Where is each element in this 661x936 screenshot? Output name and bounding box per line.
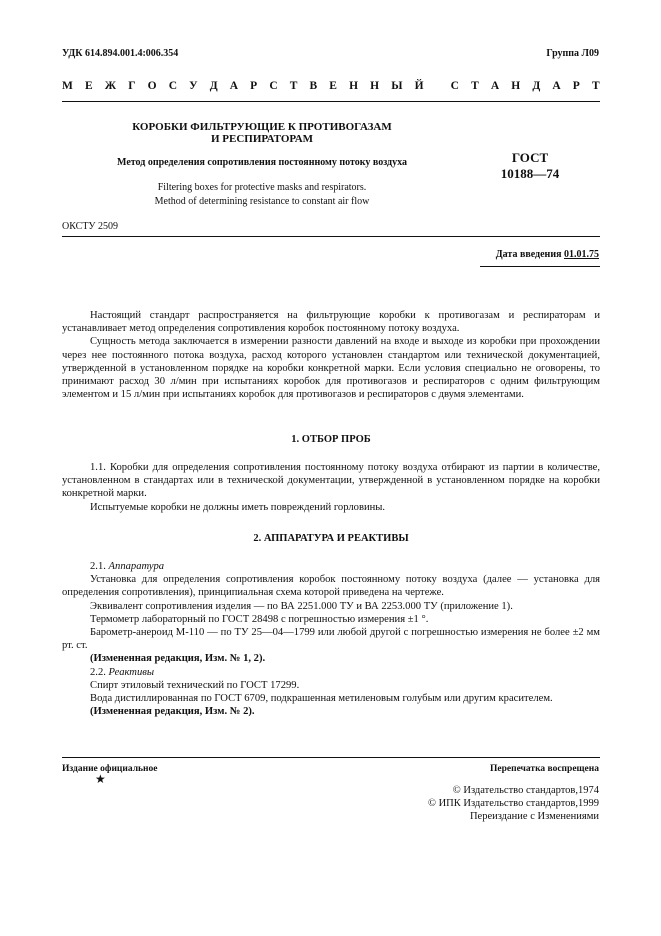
banner-letter: Т — [289, 80, 298, 92]
section-2-paragraph-1: Установка для определения сопротивления коробок постоянному потоку воздуха (далее — установка для определения сопротивления), принципиальная схема которой приведена на чертеже. — [62, 574, 600, 599]
intro-paragraph-2: Сущность метода заключается в измерении разности давлений на входе и выходе из коробки при прохождении через нее постоянного потока воздуха, расход которого установлен стандартом или технической документацией, утвержденной в установленном порядке на коробки конкретной марки. Если условия специально не оговорены, то принимают расход 30 л/мин при испытаниях коробок для противогазов и респираторов с одним фильтрующим элементом и 15 л/мин при испытаниях коробок для противогазов и респираторов с двумя элементами. — [62, 336, 600, 401]
standard-type-banner — [62, 80, 600, 92]
english-title — [62, 181, 462, 209]
gost-designation — [480, 150, 580, 182]
banner-letter: О — [147, 80, 157, 92]
banner-letter: Й — [414, 80, 424, 92]
item-2-2-heading — [62, 666, 600, 679]
intro-date-label: Дата введения — [495, 249, 564, 260]
title-line-2: И РЕСПИРАТОРАМ — [210, 133, 314, 145]
banner-letter: Е — [84, 80, 93, 92]
banner-letter: Г — [128, 80, 136, 92]
section-2-paragraph-6: Вода дистиллированная по ГОСТ 6709, подкрашенная метиленовым голубым или другим красителем. — [90, 693, 553, 705]
date-underline — [480, 266, 600, 267]
section-2-heading: 2. АППАРАТУРА И РЕАКТИВЫ — [253, 533, 409, 544]
official-edition: Издание официальное — [62, 764, 158, 774]
item-2-1-number: 2.1. — [90, 561, 109, 572]
banner-letter: С — [168, 80, 178, 92]
item-2-2-title: Реактивы — [108, 666, 155, 678]
section-1-paragraph-1: 1.1. Коробки для определения сопротивления постоянному потоку воздуха отбирают из партии в количестве, установленном в стандартах или в технической документации, утвержденной в установленном порядке на коробки конкретной марки. — [62, 462, 600, 500]
banner-letter: Н — [370, 80, 380, 92]
banner-letter: В — [309, 80, 318, 92]
banner-letter: М — [62, 80, 73, 92]
okstu-code: ОКСТУ 2509 — [62, 221, 119, 232]
copyright-block — [428, 784, 599, 823]
section-2-text — [62, 560, 600, 718]
banner-letter: А — [552, 80, 561, 92]
banner-letter: Т — [471, 80, 479, 92]
copyright-line-1: © Издательство стандартов,1974 — [452, 785, 599, 796]
section-2-paragraph-4: Барометр-анероид М-110 — по ТУ 25—04—1799 или любой другой с погрешностью измерения не более ±2 мм рт. ст. — [62, 627, 600, 652]
banner-letter: Н — [349, 80, 359, 92]
copyright-line-2: © ИПК Издательство стандартов,1999 — [427, 798, 599, 809]
section-2-paragraph-5: Спирт этиловый технический по ГОСТ 17299. — [90, 679, 300, 691]
banner-letter: Д — [209, 80, 218, 92]
edit-note-1: (Измененная редакция, Изм. № 1, 2). — [90, 653, 266, 665]
banner-letter: А — [490, 80, 500, 92]
banner-letter: У — [189, 80, 198, 92]
intro-paragraph-1: Настоящий стандарт распространяется на фильтрующие коробки к противогазам и респираторам и устанавливает метод определения сопротивления коробок постоянному потоку воздуха. — [62, 310, 600, 335]
footer-rule — [62, 757, 600, 758]
copyright-line-3: Переиздание с Изменениями — [469, 811, 599, 822]
banner-letter: Ж — [104, 80, 117, 92]
banner-letter: Ы — [391, 80, 403, 92]
group-code: Группа Л09 — [546, 48, 599, 59]
intro-text — [62, 309, 600, 401]
edit-note-2: (Измененная редакция, Изм. № 2). — [90, 706, 255, 718]
banner-letter: Д — [532, 80, 541, 92]
section-1-paragraph-2: Испытуемые коробки не должны иметь повреждений горловины. — [90, 501, 386, 513]
section-2-paragraph-3: Термометр лабораторный по ГОСТ 28498 с погрешностью измерения ±1 °. — [90, 613, 429, 625]
banner-letter — [436, 80, 439, 92]
section-2-paragraph-2: Эквивалент сопротивления изделия — по ВА 2251.000 ТУ и ВА 2253.000 ТУ (приложение 1). — [90, 600, 513, 612]
section-1-heading: 1. ОТБОР ПРОБ — [291, 434, 371, 445]
item-2-1-heading — [62, 560, 600, 573]
item-2-1-title: Аппаратура — [108, 561, 165, 572]
section-1-text — [62, 461, 600, 514]
english-title-line-1: Filtering boxes for protective masks and respirators. — [157, 182, 367, 193]
english-title-line-2: Method of determining resistance to constant air flow — [154, 196, 370, 207]
banner-letter: Р — [250, 80, 258, 92]
reprint-prohibited: Перепечатка воспрещена — [489, 764, 599, 774]
intro-date — [496, 249, 599, 260]
udk-code: УДК 614.894.001.4:006.354 — [62, 48, 179, 59]
banner-letter: А — [229, 80, 239, 92]
banner-letter: С — [450, 80, 459, 92]
gost-number: 10188—74 — [500, 166, 560, 181]
banner-letter: Т — [591, 80, 600, 92]
method-title: Метод определения сопротивления постоянному потоку воздуха — [117, 157, 407, 168]
item-2-2-number: 2.2. — [90, 666, 109, 678]
header-rule-top — [62, 101, 600, 102]
header-rule-bottom — [62, 236, 600, 237]
banner-letter: Р — [572, 80, 580, 92]
gost-label: ГОСТ — [511, 150, 549, 165]
document-title — [62, 121, 462, 145]
banner-letter: Е — [329, 80, 337, 92]
banner-letter: Н — [511, 80, 521, 92]
banner-letter: С — [269, 80, 278, 92]
title-line-1: КОРОБКИ ФИЛЬТРУЮЩИЕ К ПРОТИВОГАЗАМ — [132, 121, 392, 133]
intro-date-value: 01.01.75 — [564, 249, 599, 260]
star-icon: ★ — [95, 772, 106, 786]
